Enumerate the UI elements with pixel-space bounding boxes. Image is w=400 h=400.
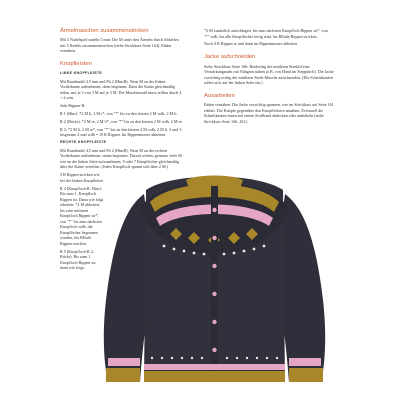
- row-5-text: R 5 (Knopfloch-R 2, Rückr): Bis zum 1. Knopfloch Rippen str, dann wie folgt:: [60, 248, 97, 271]
- section-text-ausarbeiten: Fäden vernähen. Die Jacke vorsichtig spannen, wie im Strickkurs auf Seite 161 erklärt. Die Knöpfe gegenüber den Knopflöchern annähen. Eventuell die Schnittkanten innen mit einem Stoffband abdecken oder umhäkeln (siehe Strickkurs Seite 166–161).: [204, 102, 334, 124]
- row-1-text: R 1 (Hinr): *2 M li, 2 M r*, von "*" bis zu den letzten 2 M wdh, 2 M li.: [60, 110, 178, 116]
- subheading-linke-knopfleiste: LINKE KNOPFLEISTE: [60, 70, 103, 75]
- row-4-text: R 4 (Knopfloch-R, Hinr): Bis zum 1. Knopfloch Rippen str. Dann wie folgt arbeiten: *2 M abketten, bis zum nächsten Knopfloch Rippen str*, von "*" bis zum nächsten Knopfloch wdh, die Knopflöcher begonnen wurden, bis REnde Rippen stricken.: [60, 185, 104, 246]
- subheading-rechte-knopfleiste: RECHTE KNOPFLEISTE: [60, 140, 107, 145]
- cont-text-2: Noch 4 R Rippen re und dann im Rippenmuster abketten.: [204, 41, 299, 47]
- right-cuff-mustard: [289, 368, 323, 382]
- button-band: [211, 186, 218, 382]
- section-heading-aermel: Ärmelmaschen zusammenstricken: [60, 28, 149, 34]
- section-text-aufschneiden: Siehe Strickkurs Seite 166: Beidseitig der mittleren Steekfd eine Verstärkungsnaht mit Nähgarn nähen (z.B. von Hand im Steppstich). Die Jacke vorsichtig mittig der mittleren Steek-Masche aufschneiden. (Die Schnittkanten rollen sich auf der linken Seite ein.): [204, 63, 334, 86]
- hem-pink: [144, 364, 285, 370]
- right-cuff-pink: [289, 358, 321, 366]
- right-column: [204, 28, 334, 127]
- row-2-text: R 2 (Rückr): *2 M re, 2 M li*, von "*" bis zu den letzten 2 M wdh, 2 M re.: [60, 118, 183, 124]
- rechte-3r-text: 3 R Rippen stricken wie bei der linken Knopfleiste.: [60, 172, 104, 183]
- section-heading-aufschneiden: Jacke aufschneiden: [204, 54, 256, 61]
- linke-intro-text: Mit Rundnadel 4,5 mm und Fb 2 (HimR): Neue M an der linken Vorderkante auffnehmen, oben beginnen. Dazu die Kante gleichmäßig teilen, mit je 2 von 3 M auf je 3 M. Die Maschenzahl muss teilbar durch 4 + 2 sein.: [60, 78, 182, 101]
- section-heading-knopfleisten: Knopfleisten: [60, 61, 92, 68]
- section-heading-ausarbeiten: Ausarbeiten: [204, 93, 235, 100]
- row-3-text: R 3: *2 M li, 2 M re*, von "*" bis zu den letzten 2 M wdh, 2 M li. 2 und 3 insgesamt 4 mal wdh = 10 R Rippen. Im Rippenmuster abketten.: [60, 126, 182, 138]
- rechte-intro-text: Mit Rundnadel 4,5 mm und Fb 2 (HimR): Neue M an der rechten Vorderkante auffnehmen, unten beginnen. Darauf achten, genauso viele M wie an der linken Seite aufzunehmen. 9 oder 7 Knopflöcher gleichmäßig über die Kante verteilen. (Jedes Knopfloch spannt sich über 2 M.): [60, 147, 182, 170]
- jede-rippe-text: Jede Rippen-R:: [60, 102, 86, 108]
- hem-mustard: [144, 371, 285, 382]
- left-cuff-pink: [108, 358, 140, 366]
- cont-text-1: *2 M zusätzlich aufschlagen, bis zum nächsten Knopfloch Rippen str*, von "*" wdh, bis alle Knopflöcher fertig sind, bis REnde Rippen stricken.: [204, 28, 328, 39]
- sweater-image: [82, 150, 347, 398]
- section-text-aermel: Mit 3 Nadelspiel nadeln 5 mm: Die M unter den Ärmeln durch Abketten mit 3 Nadeln zusammenstricken (siehe Strickkurs Seite 164). Fäden vernähen.: [60, 37, 179, 54]
- left-cuff-mustard: [106, 368, 140, 382]
